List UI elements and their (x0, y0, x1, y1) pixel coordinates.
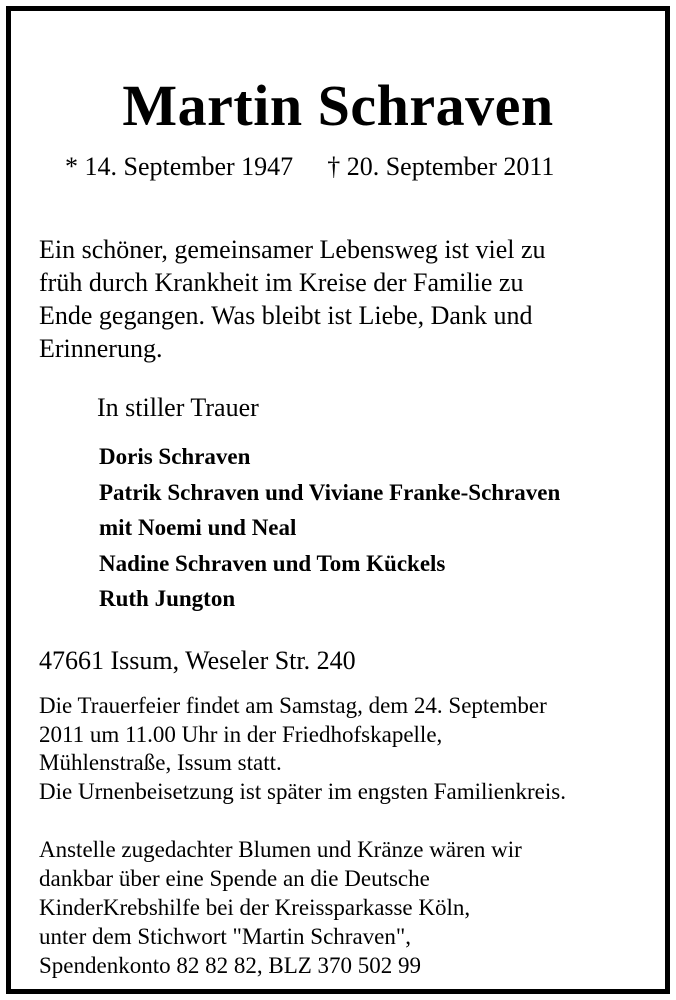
mourning-heading: In stiller Trauer (97, 393, 259, 422)
donation-line: dankbar über eine Spende an die Deutsche (39, 866, 430, 891)
donation-info (39, 835, 522, 980)
mourner-line: mit Noemi und Neal (99, 515, 297, 540)
donation-line: Anstelle zugedachter Blumen und Kränze wären wir (39, 837, 522, 862)
intro-line: Ein schöner, gemeinsamer Lebensweg ist viel zu (39, 235, 546, 264)
intro-line: früh durch Krankheit im Kreise der Familie zu (39, 268, 524, 297)
service-line: Die Trauerfeier findet am Samstag, dem 24. September (39, 693, 547, 718)
intro-line: Erinnerung. (39, 334, 163, 363)
mourners-list (99, 439, 560, 617)
mourner-line: Patrik Schraven und Viviane Franke-Schraven (99, 479, 561, 505)
death-date: † 20. September 2011 (327, 152, 555, 181)
mourner-line: Ruth Jungton (99, 586, 236, 611)
obituary-notice (6, 6, 670, 994)
service-info (39, 692, 566, 806)
donation-line: unter dem Stichwort "Martin Schraven", (39, 924, 411, 949)
deceased-name: Martin Schraven (122, 73, 554, 138)
intro-line: Ende gegangen. Was bleibt ist Liebe, Dank und (39, 301, 533, 330)
service-line: Mühlenstraße, Issum statt. (39, 750, 282, 775)
family-address: 47661 Issum, Weseler Str. 240 (39, 646, 356, 675)
service-line: Die Urnenbeisetzung ist später im engsten Familienkreis. (39, 778, 566, 804)
mourner-line: Doris Schraven (99, 444, 251, 469)
donation-line: Spendenkonto 82 82 82, BLZ 370 502 99 (39, 953, 422, 978)
donation-line: KinderKrebshilfe bei der Kreissparkasse Köln, (39, 895, 471, 920)
service-line: 2011 um 11.00 Uhr in der Friedhofskapelle, (39, 721, 443, 747)
life-dates (65, 151, 554, 183)
mourner-line: Nadine Schraven und Tom Kückels (99, 550, 446, 576)
intro-text (39, 233, 639, 365)
birth-date: * 14. September 1947 (65, 152, 294, 181)
